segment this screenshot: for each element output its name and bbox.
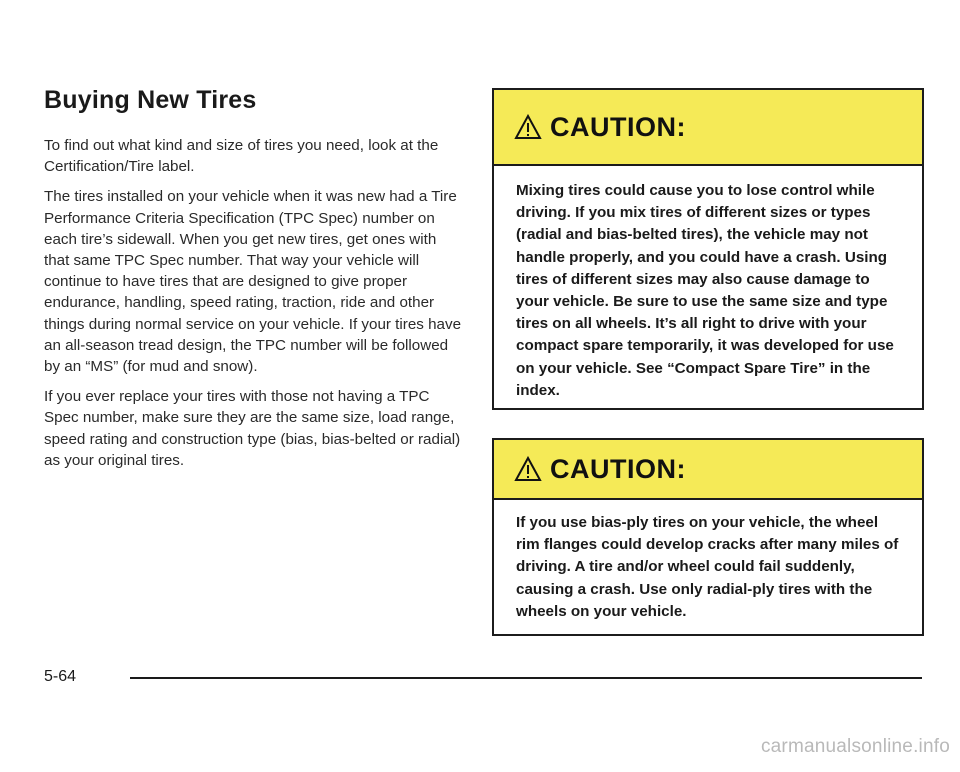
tire-buying-section	[44, 86, 464, 480]
body-paragraph: To find out what kind and size of tires you need, look at the Certification/Tire label.	[44, 137, 439, 176]
caution-header	[494, 440, 922, 500]
body-paragraph: If you ever replace your tires with those not having a TPC Spec number, make sure they are the same size, load range, speed rating and construction type (bias, bias-belted or radial) as your original tires.	[44, 388, 461, 469]
section-title: Buying New Tires	[44, 86, 257, 114]
warning-triangle-icon	[514, 456, 542, 482]
caution-title: CAUTION:	[550, 111, 686, 142]
caution-text: Mixing tires could cause you to lose control while driving. If you mix tires of different sizes or types (radial and bias-belted tires), the vehicle may not handle properly, and you could have a crash. Using tires of different sizes may also cause damage to your vehicle. Be sure to use the same size and type tires on all wheels. It’s all right to drive with your compact spare temporarily, it was developed for use on your vehicle. See “Compact Spare Tire” in the index.	[516, 182, 894, 399]
watermark: carmanualsonline.info	[760, 736, 950, 757]
footer-divider	[130, 677, 922, 679]
caution-box-mixing-tires	[492, 88, 924, 410]
caution-title: CAUTION:	[550, 453, 686, 484]
body-paragraph: The tires installed on your vehicle when it was new had a Tire Performance Criteria Specification (TPC Spec) number on each tire’s sidewall. When you get new tires, get ones with that same TPC Spec number. That way your vehicle will continue to have tires that are designed to give proper endurance, handling, speed rating, traction, ride and other things during normal service on your vehicle. If your tires have an all-season tread design, the TPC number will be followed by an “MS” (for mud and snow).	[44, 188, 462, 376]
warning-triangle-icon	[514, 114, 542, 140]
page-number: 5-64	[44, 668, 77, 685]
caution-text: If you use bias-ply tires on your vehicle, the wheel rim flanges could develop cracks after many miles of driving. A tire and/or wheel could fail suddenly, causing a crash. Use only radial-ply tires with the wheels on your vehicle.	[516, 514, 899, 620]
caution-box-bias-ply	[492, 438, 924, 636]
caution-header	[494, 90, 922, 166]
